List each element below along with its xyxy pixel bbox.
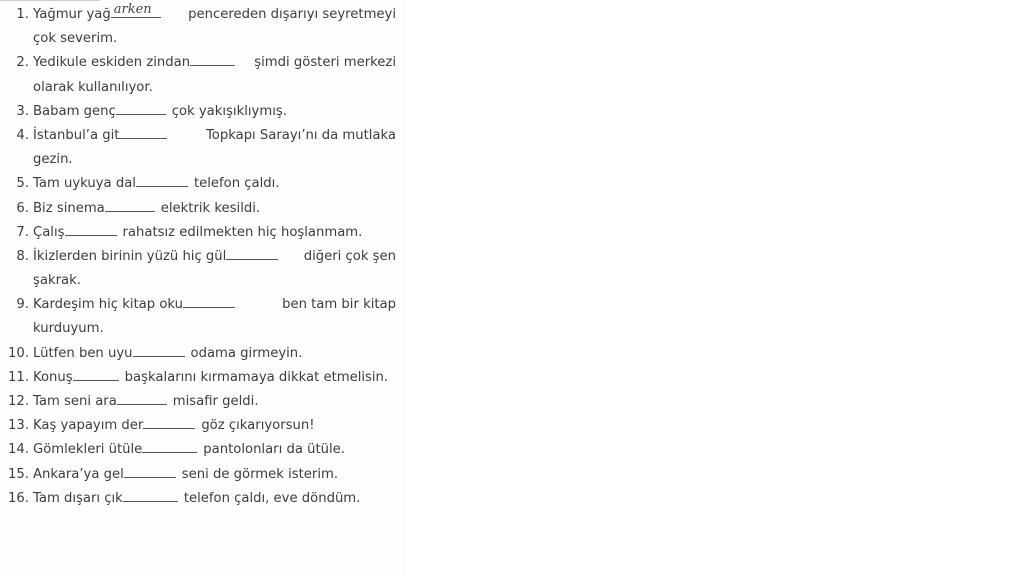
answer-blank[interactable]	[183, 293, 235, 308]
exercise-number: 6.	[16, 200, 29, 216]
exercise-number: 4.	[16, 127, 29, 143]
exercise-prefix-group	[0, 124, 167, 148]
exercise-text-after: pencereden dışarıyı seyretmeyi	[188, 7, 396, 22]
exercise-prefix-group	[0, 100, 166, 124]
exercise-continuation: kurduyum.	[33, 321, 104, 337]
exercise-number: 14.	[8, 442, 29, 458]
exercise-number: 13.	[8, 418, 29, 434]
exercise-line	[0, 245, 396, 269]
exercise-number: 15.	[8, 466, 29, 482]
exercise-text-after: telefon çaldı, eve döndüm.	[183, 490, 361, 506]
exercise-item	[0, 221, 407, 245]
answer-blank[interactable]	[105, 197, 155, 212]
exercise-text-before: Tam dışarı çık	[33, 490, 123, 506]
exercise-item	[0, 293, 407, 341]
exercise-line	[0, 438, 407, 462]
exercise-line	[0, 100, 407, 124]
exercise-prefix-group	[0, 463, 176, 487]
exercise-continuation: çok severim.	[33, 31, 118, 47]
exercise-text-after: çok yakışıklıymış.	[171, 103, 287, 119]
exercise-text-after: ben tam bir kitap	[282, 297, 396, 313]
exercise-item	[0, 366, 407, 390]
answer-blank[interactable]	[133, 342, 185, 357]
exercise-item	[0, 487, 407, 511]
answer-blank[interactable]	[226, 245, 278, 260]
exercise-item	[0, 438, 407, 462]
exercise-item	[0, 245, 407, 293]
exercise-text-after: Topkapı Sarayı’nı da mutlaka	[205, 127, 396, 143]
exercise-text-before: Yağmur yağ	[33, 7, 111, 22]
exercise-prefix-group	[0, 51, 235, 75]
answer-blank[interactable]	[136, 172, 188, 187]
exercise-text-before: Babam genç	[33, 103, 116, 119]
exercise-text-after: rahatsız edilmekten hiç hoşlanmam.	[122, 224, 363, 240]
exercise-continuation: şakrak.	[33, 273, 81, 289]
exercise-text-before: Tam uykuya dal	[33, 176, 136, 192]
exercise-text-after: diğeri çok şen	[303, 248, 396, 264]
exercise-text-before: Ankara’ya gel	[33, 466, 124, 482]
exercise-item	[0, 463, 407, 487]
exercise-line	[0, 463, 407, 487]
exercise-number: 2.	[16, 55, 29, 71]
exercise-text-after: göz çıkarıyorsun!	[201, 418, 315, 434]
exercise-line	[0, 487, 407, 511]
exercise-prefix-group	[0, 245, 278, 269]
top-divider	[0, 0, 100, 1]
exercise-item	[0, 172, 407, 196]
exercise-prefix-group	[0, 221, 117, 245]
exercise-text-before: Tam seni ara	[33, 394, 117, 409]
exercise-continuation: olarak kullanılıyor.	[33, 79, 153, 95]
answer-blank[interactable]	[123, 487, 178, 502]
exercise-continuation: gezin.	[33, 152, 73, 168]
exercise-text-before: Yedikule eskiden zindan	[33, 55, 191, 71]
answer-blank[interactable]	[119, 124, 167, 139]
exercise-item	[0, 124, 407, 172]
exercise-text-after: misafir geldi.	[172, 394, 259, 409]
exercise-number: 3.	[16, 103, 29, 119]
exercise-item	[0, 100, 407, 124]
exercise-prefix-group	[0, 172, 188, 196]
exercise-text-before: Çalış	[33, 224, 65, 240]
exercise-text-after: telefon çaldı.	[193, 176, 280, 192]
exercise-text-before: İkizlerden birinin yüzü hiç gül	[33, 248, 227, 264]
answer-blank[interactable]	[65, 221, 117, 236]
exercise-prefix-group	[0, 3, 161, 27]
exercise-text-before: Lütfen ben uyu	[33, 345, 133, 361]
exercise-line	[0, 172, 407, 196]
answer-blank[interactable]	[111, 3, 161, 18]
exercise-text-after: pantolonları da ütüle.	[203, 442, 345, 458]
exercise-prefix-group	[0, 414, 195, 438]
exercise-text-before: Kardeşim hiç kitap oku	[33, 297, 183, 313]
exercise-text-after: elektrik kesildi.	[160, 200, 261, 216]
exercise-prefix-group	[0, 438, 197, 462]
exercise-item	[0, 51, 407, 99]
exercise-number: 9.	[16, 297, 29, 313]
exercise-line	[0, 293, 396, 317]
exercise-line	[0, 221, 407, 245]
exercise-text-before: Biz sinema	[33, 200, 105, 216]
exercise-text-before: Konuş	[33, 369, 73, 385]
exercise-item	[0, 197, 407, 221]
exercise-text-before: Gömlekleri ütüle	[33, 442, 143, 458]
exercise-text-after: seni de görmek isterim.	[181, 466, 339, 482]
exercise-line	[0, 197, 407, 221]
exercise-prefix-group	[0, 293, 235, 317]
exercise-prefix-group	[0, 366, 119, 390]
exercise-prefix-group	[0, 487, 178, 511]
exercise-number: 1.	[16, 7, 29, 22]
exercise-number: 11.	[8, 369, 29, 385]
exercise-line	[0, 3, 396, 27]
answer-blank[interactable]	[73, 366, 119, 381]
exercise-item	[0, 3, 407, 51]
exercise-line	[0, 366, 407, 390]
exercise-list	[0, 3, 407, 511]
answer-blank[interactable]	[116, 100, 166, 115]
worksheet-page	[0, 0, 407, 576]
exercise-line	[0, 414, 407, 438]
exercise-number: 8.	[16, 248, 29, 264]
exercise-text-after: başkalarını kırmamaya dikkat etmelisin.	[124, 369, 389, 385]
answer-blank[interactable]	[117, 390, 167, 405]
exercise-line	[0, 124, 396, 148]
answer-blank[interactable]	[143, 414, 195, 429]
exercise-item	[0, 342, 407, 366]
exercise-number: 7.	[16, 224, 29, 240]
answer-blank[interactable]	[142, 438, 197, 453]
answer-blank[interactable]	[124, 463, 176, 478]
exercise-item	[0, 390, 407, 414]
exercise-number: 5.	[16, 176, 29, 192]
exercise-line	[0, 342, 407, 366]
exercise-text-after: odama girmeyin.	[190, 345, 303, 361]
exercise-number: 16.	[8, 490, 29, 506]
exercise-item	[0, 414, 407, 438]
exercise-number: 10.	[8, 345, 29, 361]
exercise-prefix-group	[0, 390, 167, 414]
exercise-text-after: şimdi gösteri merkezi	[254, 55, 396, 71]
exercise-number: 12.	[8, 394, 29, 409]
exercise-text-before: İstanbul’a git	[33, 127, 120, 143]
exercise-text-before: Kaş yapayım der	[33, 418, 144, 434]
exercise-prefix-group	[0, 342, 185, 366]
answer-blank[interactable]	[190, 51, 235, 66]
exercise-line	[0, 51, 396, 75]
handwritten-answer: arken	[113, 2, 152, 17]
exercise-line	[0, 390, 407, 414]
exercise-prefix-group	[0, 197, 155, 221]
